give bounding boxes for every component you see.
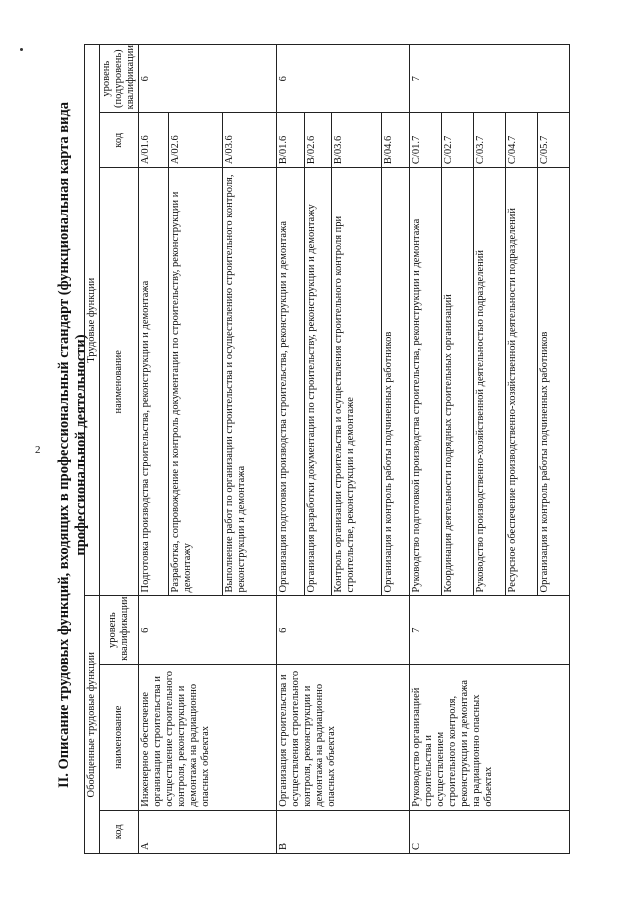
function-code: A/03.6 [223,113,277,168]
function-code: C/05.7 [537,113,569,168]
function-code: A/02.6 [169,113,223,168]
function-name: Контроль организации строительства и осуществления строительного контроля при строительстве, реконструкции и демонтаже [332,168,382,596]
function-code: B/03.6 [332,113,382,168]
function-name: Организация разработки документации по строительству, реконструкции и демонтажу [304,168,332,596]
header-function-name: наименование [100,168,139,596]
function-name: Ресурсное обеспечение производственно-хозяйственной деятельности подразделений [505,168,537,596]
generalized-code: B [277,810,410,853]
function-code: C/04.7 [505,113,537,168]
header-labor: Трудовые функции [85,45,100,597]
header-level: уровень квалификации [100,596,139,664]
page-number: 2 [35,444,41,456]
function-code: C/02.7 [441,113,473,168]
function-code: C/01.7 [409,113,441,168]
generalized-name: Организация строительства и осуществления строительного контроля, реконструкции и демонтажа на радиационно опасных объектах [277,664,410,810]
function-name: Руководство производственно-хозяйственной деятельностью подразделений [473,168,505,596]
header-generalized: Обобщенные трудовые функции [85,596,100,854]
generalized-name: Руководство организацией строительства и осуществлением строительного контроля, реконструкции и демонтажа на радиационно опасных объектах [409,664,569,810]
table-row [409,45,441,854]
header-sublevel: уровень (подуровень) квалификации [100,45,139,113]
function-code: B/04.6 [382,113,410,168]
generalized-level: 6 [277,596,410,664]
function-name: Выполнение работ по организации строительства и осуществлению строительного контроля, реконструкции и демонтажа [223,168,277,596]
function-code: B/02.6 [304,113,332,168]
function-code: B/01.6 [277,113,305,168]
generalized-code: A [139,810,277,853]
function-name: Организация и контроль работы подчиненных работников [382,168,410,596]
function-name: Подготовка производства строительства, реконструкции и демонтажа [139,168,169,596]
function-sublevel: 7 [409,45,569,113]
generalized-name: Инженерное обеспечение организации строительства и осуществление строительного контроля, реконструкции и демонтажа на радиационно опасных объектах [139,664,277,810]
title-line-2: профессиональной деятельности) [73,334,89,556]
header-name: наименование [100,664,139,810]
generalized-level: 6 [139,596,277,664]
function-code: C/03.7 [473,113,505,168]
header-code: код [100,810,139,853]
function-sublevel: 6 [277,45,410,113]
table-body [139,45,570,854]
function-name: Организация подготовки производства строительства, реконструкции и демонтажа [277,168,305,596]
header-function-code: код [100,113,139,168]
function-name: Разработка, сопровождение и контроль документации по строительству, реконструкции и демонтажу [169,168,223,596]
function-name: Координация деятельности подрядных строительных организаций [441,168,473,596]
function-name: Руководство подготовкой производства строительства, реконструкции и демонтажа [409,168,441,596]
table-row [139,45,169,854]
generalized-code: C [409,810,569,853]
function-sublevel: 6 [139,45,277,113]
table-row [277,45,305,854]
title-line-1: II. Описание трудовых функций, входящих в профессиональный стандарт (функциональная карта вида [56,101,72,789]
generalized-level: 7 [409,596,569,664]
function-code: A/01.6 [139,113,169,168]
functions-table [84,44,570,854]
function-name: Организация и контроль работы подчиненных работников [537,168,569,596]
